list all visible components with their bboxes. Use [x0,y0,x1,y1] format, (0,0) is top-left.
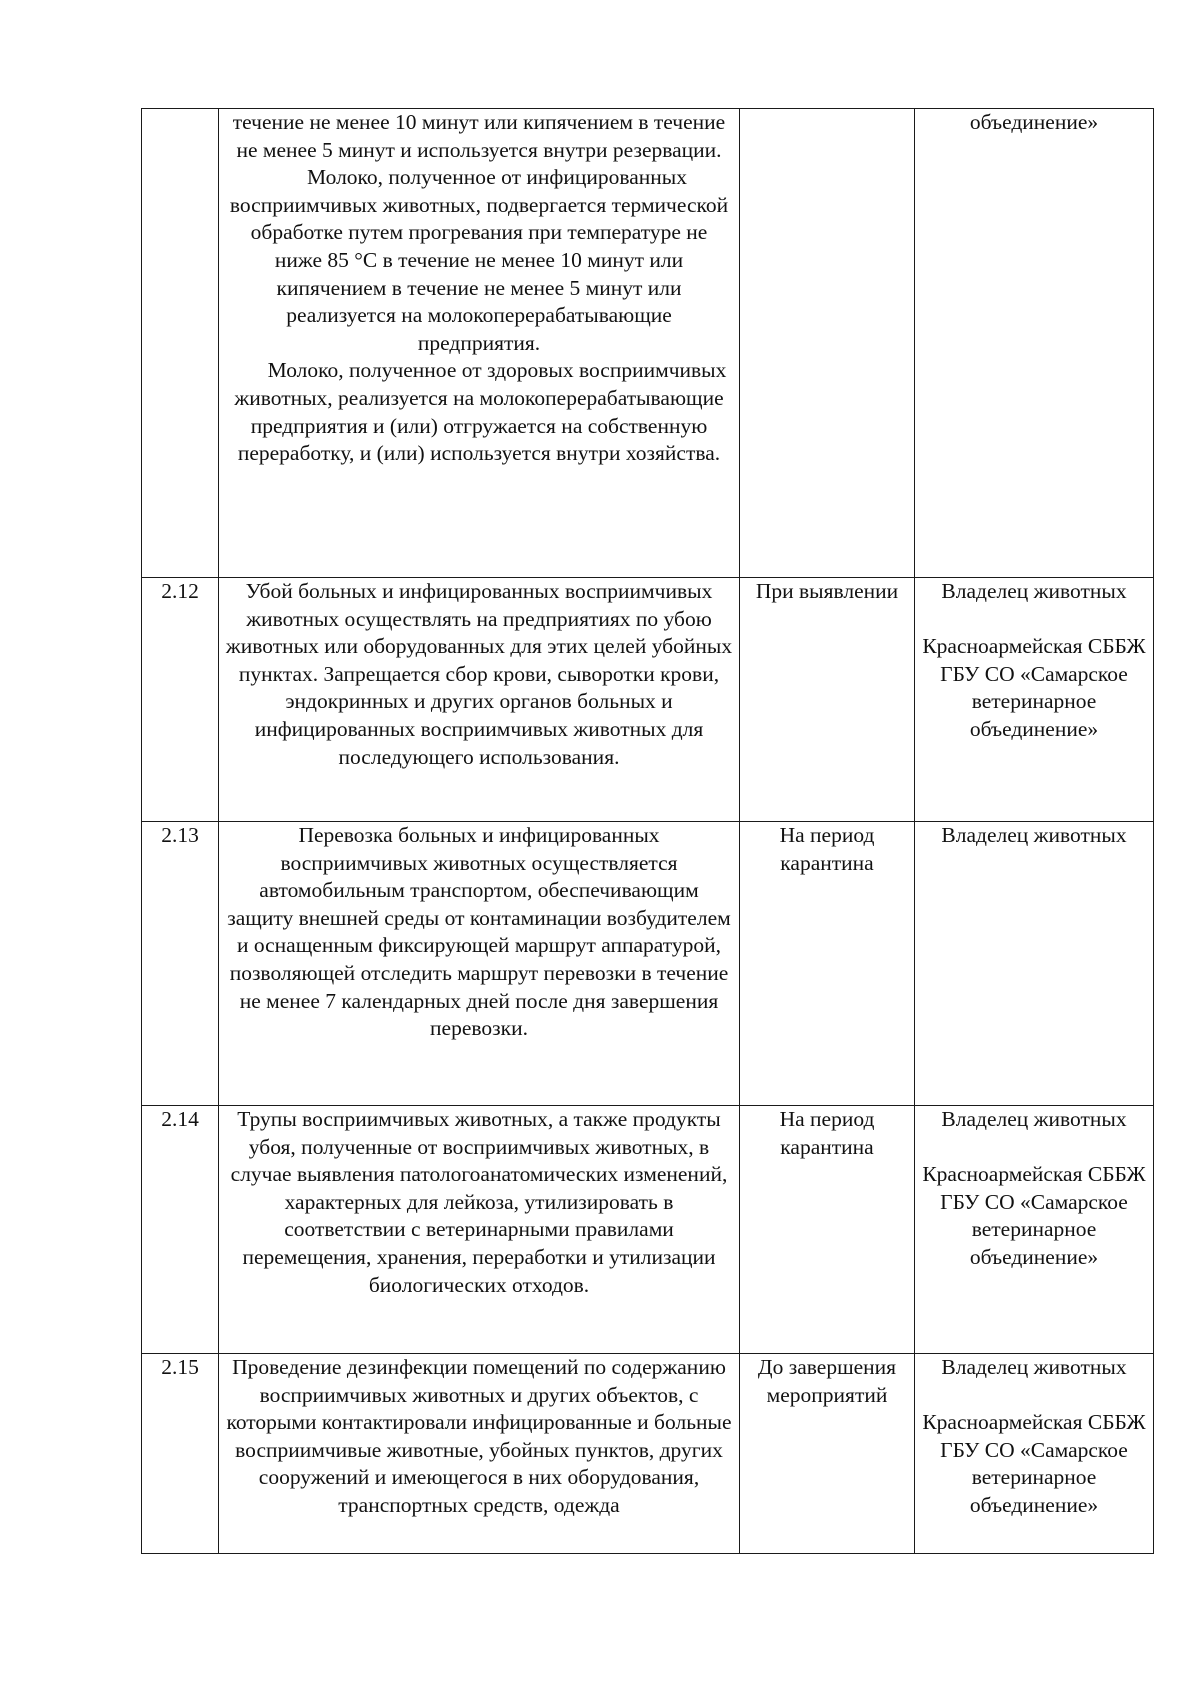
table-row [142,1354,1154,1554]
table-row [142,822,1154,1106]
row-number: 2.15 [161,1355,199,1379]
row-number-cell [142,822,219,1106]
responsible-cell [915,1106,1154,1354]
responsible-organization: Красноармейская СББЖ ГБУ СО «Самарское ветеринарное объединение» [922,634,1146,741]
responsible-text: объединение» [969,110,1099,134]
responsible-cell [915,109,1154,578]
measure-text-cell [219,1106,740,1354]
term-text: На период карантина [779,823,875,875]
responsible-owner: Владелец животных [941,579,1127,603]
responsible-organization: Красноармейская СББЖ ГБУ СО «Самарское ветеринарное объединение» [922,1162,1146,1269]
measure-text-cell [219,822,740,1106]
term-cell [740,578,915,822]
table-row [142,1106,1154,1354]
responsible-owner: Владелец животных [941,823,1127,847]
responsible-owner: Владелец животных [941,1355,1127,1379]
row-number-cell [142,109,219,578]
measure-text-cell [219,109,740,578]
measure-text: Трупы восприимчивых животных, а также продукты убоя, полученные от восприимчивых животных, в случае выявления патологоанатомических изменений, характерных для лейкоза, утилизировать в соответствии с ветеринарными правилами перемещения, хранения, переработки и утилизации биологических отходов. [230,1107,728,1297]
term-text: При выявлении [755,579,899,603]
term-cell [740,109,915,578]
measure-text-cell [219,578,740,822]
row-number: 2.12 [161,579,199,603]
measure-text: Перевозка больных и инфицированных восприимчивых животных осуществляется автомобильным транспортом, обеспечивающим защиту внешней среды от контаминации возбудителем и оснащенным фиксирующей маршрут аппаратурой, позволяющей отследить маршрут перевозки в течение не менее 7 календарных дней после дня завершения перевозки. [227,823,731,1041]
measure-paragraph: течение не менее 10 минут или кипячением в течение не менее 5 минут и используется внутри резервации. [232,110,726,162]
spacer [921,1134,1147,1162]
responsible-owner: Владелец животных [941,1107,1127,1131]
term-cell [740,1106,915,1354]
responsible-cell [915,578,1154,822]
responsible-organization: Красноармейская СББЖ ГБУ СО «Самарское ветеринарное объединение» [922,1410,1146,1517]
measure-text-cell [219,1354,740,1554]
row-number-cell [142,1354,219,1554]
responsible-cell [915,822,1154,1106]
term-cell [740,822,915,1106]
row-number-cell [142,1106,219,1354]
measures-table [141,108,1154,1554]
row-number-cell [142,578,219,822]
measure-paragraph: Молоко, полученное от инфицированных восприимчивых животных, подвергается термической обработке путем прогревания при температуре не ниже 85 °С в течение не менее 10 минут или кипячением в течение не менее 5 минут или реализуется на молокоперерабатывающие предприятия. [229,165,729,355]
row-number: 2.13 [161,823,199,847]
table-row [142,109,1154,578]
spacer [921,606,1147,634]
responsible-cell [915,1354,1154,1554]
row-number: 2.14 [161,1107,199,1131]
measure-text: Проведение дезинфекции помещений по содержанию восприимчивых животных и других объектов, с которыми контактировали инфицированные и больные восприимчивые животные, убойных пунктов, других сооружений и имеющегося в них оборудования, транспортных средств, одежда [226,1355,732,1517]
table-row [142,578,1154,822]
measure-text: Убой больных и инфицированных восприимчивых животных осуществлять на предприятиях по убою животных или оборудованных для этих целей убойных пунктах. Запрещается сбор крови, сыворотки крови, эндокринных и других органов больных и инфицированных восприимчивых животных для последующего использования. [225,579,733,769]
term-text: До завершения мероприятий [757,1355,897,1407]
spacer [921,1382,1147,1410]
term-cell [740,1354,915,1554]
term-text: На период карантина [779,1107,875,1159]
measure-paragraph: Молоко, полученное от здоровых восприимчивых животных, реализуется на молокоперерабатывающие предприятия и (или) отгружается на собственную переработку, и (или) используется внутри хозяйства. [234,358,727,466]
